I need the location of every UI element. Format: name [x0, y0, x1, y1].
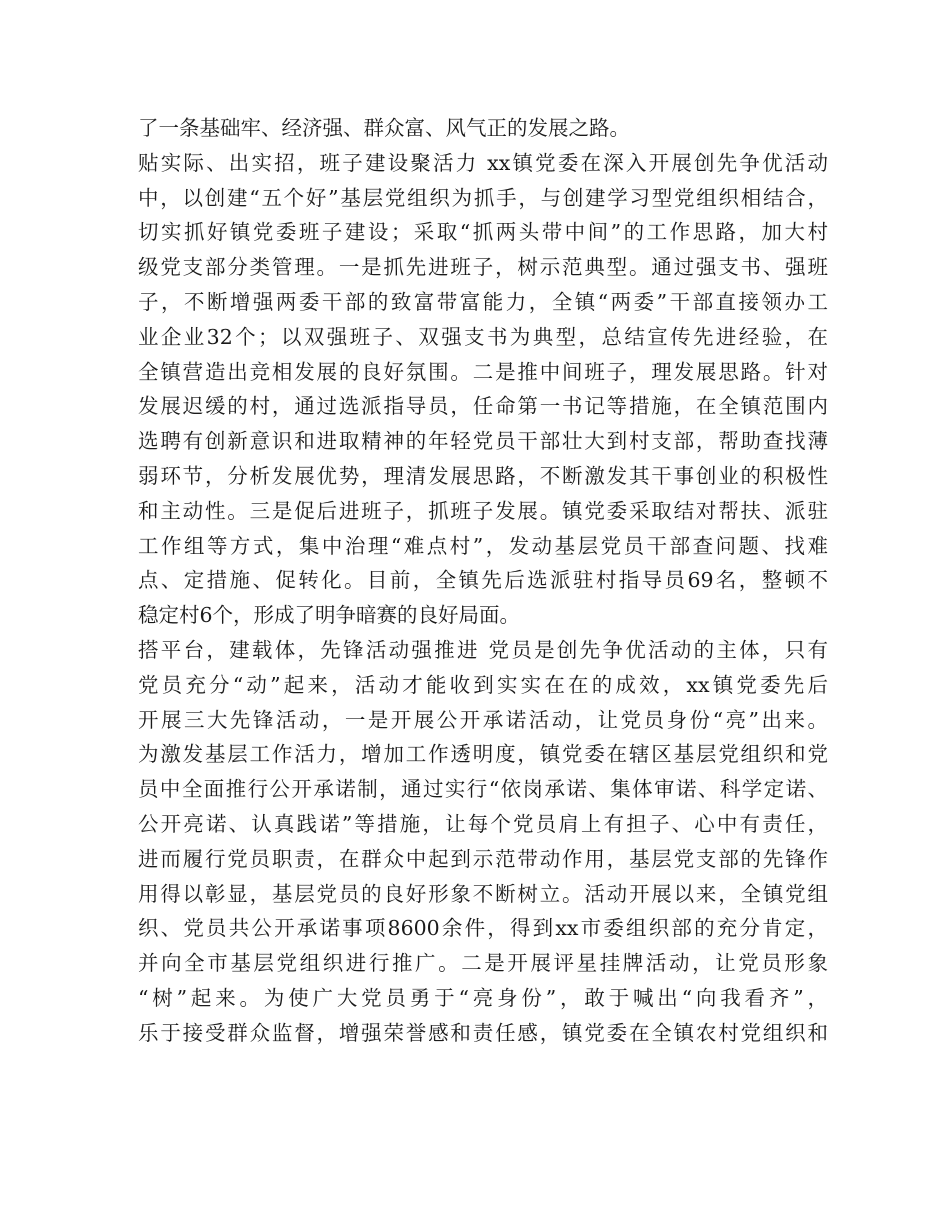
- text-line: 员中全面推行公开承诺制，通过实行“依岗承诺、集体审诺、科学定诺、: [138, 777, 828, 802]
- text-line: 工作组等方式，集中治理“难点村”，发动基层党员干部查问题、找难: [138, 533, 828, 558]
- text-line: 全镇营造出竞相发展的良好氛围。二是推中间班子，理发展思路。针对: [138, 359, 828, 384]
- text-line: 织、党员共公开承诺事项8600余件，得到xx市委组织部的充分肯定，: [138, 916, 828, 941]
- text-line: 子，不断增强两委干部的致富带富能力，全镇“两委”干部直接领办工: [138, 289, 828, 314]
- text-line: 中，以创建“五个好”基层党组织为抓手，与创建学习型党组织相结合，: [138, 185, 828, 210]
- document-body: [138, 111, 828, 1051]
- text-line: 开展三大先锋活动，一是开展公开承诺活动，让党员身份“亮”出来。: [138, 707, 828, 732]
- text-line: 切实抓好镇党委班子建设；采取“抓两头带中间”的工作思路，加大村: [138, 220, 828, 245]
- text-line: 搭平台，建载体，先锋活动强推进 党员是创先争优活动的主体，只有: [138, 637, 828, 662]
- text-line: 党员充分“动”起来，活动才能收到实实在在的成效，xx镇党委先后: [138, 672, 828, 697]
- text-line: 弱环节，分析发展优势，理清发展思路，不断激发其干事创业的积极性: [138, 463, 828, 488]
- text-line: 选聘有创新意识和进取精神的年轻党员干部壮大到村支部，帮助查找薄: [138, 429, 828, 454]
- text-line: 贴实际、出实招，班子建设聚活力 xx镇党委在深入开展创先争优活动: [138, 150, 828, 175]
- text-line: 为激发基层工作活力，增加工作透明度，镇党委在辖区基层党组织和党: [138, 742, 828, 767]
- text-line: 稳定村6个，形成了明争暗赛的良好局面。: [138, 603, 521, 628]
- text-line: 和主动性。三是促后进班子，抓班子发展。镇党委采取结对帮扶、派驻: [138, 498, 828, 523]
- text-line: 乐于接受群众监督，增强荣誉感和责任感，镇党委在全镇农村党组织和: [138, 1020, 828, 1045]
- text-line: 级党支部分类管理。一是抓先进班子，树示范典型。通过强支书、强班: [138, 255, 828, 280]
- text-line: “树”起来。为使广大党员勇于“亮身份”，敢于喊出“向我看齐”，: [138, 985, 828, 1010]
- text-line: 并向全市基层党组织进行推广。二是开展评星挂牌活动，让党员形象: [138, 951, 828, 976]
- text-line: 用得以彰显，基层党员的良好形象不断树立。活动开展以来，全镇党组: [138, 881, 828, 906]
- text-line: 点、定措施、促转化。目前，全镇先后选派驻村指导员69名，整顿不: [138, 568, 828, 593]
- text-line: 发展迟缓的村，通过选派指导员，任命第一书记等措施，在全镇范围内: [138, 394, 828, 419]
- text-line: 进而履行党员职责，在群众中起到示范带动作用，基层党支部的先锋作: [138, 846, 828, 871]
- text-line: 公开亮诺、认真践诺”等措施，让每个党员肩上有担子、心中有责任，: [138, 811, 828, 836]
- text-line: 业企业32个；以双强班子、双强支书为典型，总结宣传先进经验，在: [138, 324, 828, 349]
- text-line: 了一条基础牢、经济强、群众富、风气正的发展之路。: [138, 116, 630, 140]
